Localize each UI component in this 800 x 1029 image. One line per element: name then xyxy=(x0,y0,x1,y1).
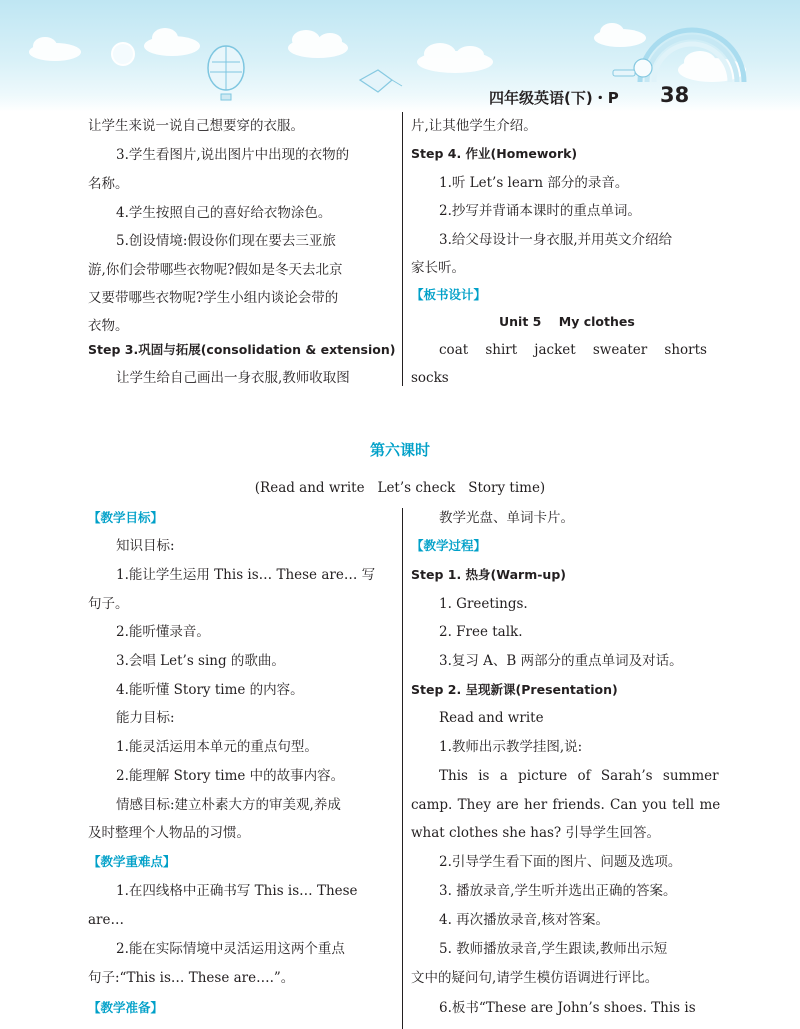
section-tag: 【教学过程】 xyxy=(411,538,487,553)
text-line: 教学光盘、单词卡片。 xyxy=(439,510,574,526)
board-title: Unit 5 My clothes xyxy=(499,314,635,329)
step-heading: Step 4. 作业(Homework) xyxy=(411,146,578,161)
text-line: 4.学生按照自己的喜好给衣物涂色。 xyxy=(116,205,332,221)
text-line: 家长听。 xyxy=(411,260,465,276)
text-line: 1.在四线格中正确书写 This is… These xyxy=(116,883,358,899)
text-line: 1.能让学生运用 This is… These are… 写 xyxy=(116,567,376,583)
text-line: camp. They are her friends. Can you tell me xyxy=(411,797,721,813)
text-line: 4. 再次播放录音,核对答案。 xyxy=(439,912,609,928)
text-line: 2.能在实际情境中灵活运用这两个重点 xyxy=(116,941,345,957)
text-line: 文中的疑问句,请学生模仿语调进行评比。 xyxy=(411,970,659,986)
header-banner xyxy=(0,0,800,112)
text-line: 3. 播放录音,学生听并选出正确的答案。 xyxy=(439,883,677,899)
text-line: 2.能理解 Story time 中的故事内容。 xyxy=(116,768,345,784)
text-line: 3.给父母设计一身衣服,并用英文介绍给 xyxy=(439,232,673,248)
text-line: 5.创设情境:假设你们现在要去三亚旅 xyxy=(116,233,336,249)
text-line: 及时整理个人物品的习惯。 xyxy=(88,825,250,841)
text-line: This is a picture of Sarah’s summer xyxy=(439,768,719,784)
text-line: 2.引导学生看下面的图片、问题及选项。 xyxy=(439,854,682,870)
text-line: 句子。 xyxy=(88,596,129,612)
text-line: 2.抄写并背诵本课时的重点单词。 xyxy=(439,203,641,219)
section-tag: 【教学目标】 xyxy=(88,510,164,525)
text-line: 1.教师出示教学挂图,说: xyxy=(439,739,583,755)
text-line: 句子:“This is… These are….”。 xyxy=(88,970,295,986)
text-line: 1. Greetings. xyxy=(439,596,528,612)
text-line: 3.会唱 Let’s sing 的歌曲。 xyxy=(116,653,285,669)
text-line: 3.学生看图片,说出图片中出现的衣物的 xyxy=(116,147,350,163)
book-title: 四年级英语(下)・P xyxy=(489,89,619,107)
text-line: 让学生来说一说自己想要穿的衣服。 xyxy=(88,118,304,134)
text-line: 4.能听懂 Story time 的内容。 xyxy=(116,682,304,698)
vocab-line: socks xyxy=(411,370,449,386)
text-line: 1.能灵活运用本单元的重点句型。 xyxy=(116,739,318,755)
step-heading: Step 1. 热身(Warm-up) xyxy=(411,567,566,582)
vocab-line: coat shirt jacket sweater shorts xyxy=(439,342,707,358)
page-number: 38 xyxy=(660,83,690,107)
text-line: 1.听 Let’s learn 部分的录音。 xyxy=(439,175,629,191)
sun-icon xyxy=(112,43,134,65)
text-line: what clothes she has? 引导学生回答。 xyxy=(411,825,660,841)
step-heading: Step 2. 呈现新课(Presentation) xyxy=(411,682,618,697)
text-line: 让学生给自己画出一身衣服,教师收取图 xyxy=(116,370,350,386)
text-line: 能力目标: xyxy=(116,710,175,726)
hot-air-balloon-icon xyxy=(208,46,244,100)
kite-icon xyxy=(360,70,402,92)
text-line: 片,让其他学生介绍。 xyxy=(411,118,537,134)
section-tag: 【教学重难点】 xyxy=(88,854,176,869)
text-line: 5. 教师播放录音,学生跟读,教师出示短 xyxy=(439,941,668,957)
lesson-title: 第六课时 xyxy=(369,441,430,459)
text-line: 衣物。 xyxy=(88,318,129,334)
text-line: 游,你们会带哪些衣物呢?假如是冬天去北京 xyxy=(88,262,343,278)
section-tag: 【教学准备】 xyxy=(88,1000,164,1015)
text-line: 名称。 xyxy=(88,176,129,192)
column-divider-top xyxy=(402,112,403,386)
cartoon-child-icon xyxy=(613,59,652,77)
text-line: 2. Free talk. xyxy=(439,624,523,640)
step-heading: Step 3.巩固与拓展(consolidation & extension) xyxy=(88,342,396,357)
text-line: are… xyxy=(88,912,124,928)
text-line: 6.板书“These are John’s shoes. This is xyxy=(439,1000,696,1016)
text-line: Read and write xyxy=(439,710,544,726)
column-divider-bottom xyxy=(402,508,403,1029)
text-line: 知识目标: xyxy=(116,538,175,554)
lesson-subtitle: (Read and write Let’s check Story time) xyxy=(254,480,546,496)
text-line: 2.能听懂录音。 xyxy=(116,624,210,640)
text-line: 3.复习 A、B 两部分的重点单词及对话。 xyxy=(439,653,683,669)
text-line: 又要带哪些衣物呢?学生小组内谈论会带的 xyxy=(88,290,339,306)
text-line: 情感目标:建立朴素大方的审美观,养成 xyxy=(116,797,341,813)
section-tag: 【板书设计】 xyxy=(411,287,487,302)
